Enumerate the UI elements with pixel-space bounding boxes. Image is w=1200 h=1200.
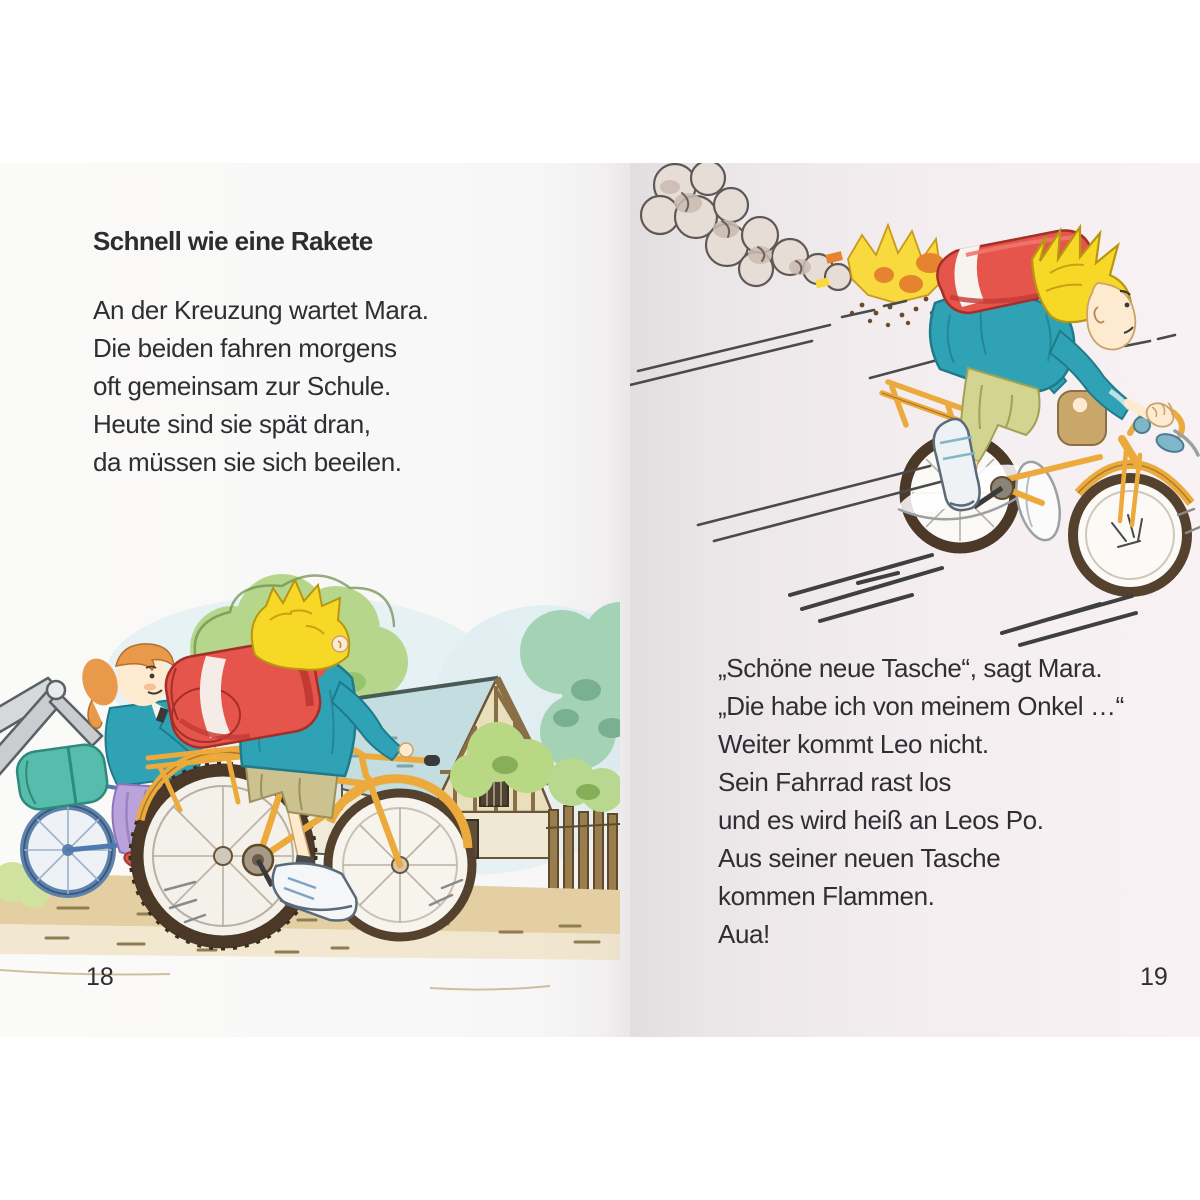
text-line: Aua!	[718, 919, 770, 949]
fence	[546, 806, 620, 896]
right-illustration	[630, 163, 1200, 651]
text-line: oft gemeinsam zur Schule.	[93, 371, 391, 401]
text-line: Heute sind sie spät dran,	[93, 409, 371, 439]
right-paragraph	[718, 649, 1124, 953]
book-spread	[0, 163, 1200, 1037]
chapter-heading: Schnell wie eine Rakete	[93, 226, 373, 256]
text-line: da müssen sie sich beeilen.	[93, 447, 402, 477]
text-line: und es wird heiß an Leos Po.	[718, 805, 1044, 835]
smoke-trail	[641, 163, 851, 290]
text-line: kommen Flammen.	[718, 881, 935, 911]
left-paragraph	[93, 291, 429, 481]
text-line: „Schöne neue Tasche“, sagt Mara.	[718, 653, 1103, 683]
page-right	[630, 163, 1200, 1037]
page-number-right: 19	[1140, 963, 1168, 991]
page-number-left: 18	[86, 963, 114, 991]
text-line: Weiter kommt Leo nicht.	[718, 729, 989, 759]
text-line: An der Kreuzung wartet Mara.	[93, 295, 429, 325]
pannier-bag	[15, 742, 110, 812]
text-line: „Die habe ich von meinem Onkel …“	[718, 691, 1124, 721]
text-line: Die beiden fahren morgens	[93, 333, 397, 363]
page-left	[0, 163, 630, 1037]
text-line: Sein Fahrrad rast los	[718, 767, 951, 797]
text-line: Aus seiner neuen Tasche	[718, 843, 1001, 873]
